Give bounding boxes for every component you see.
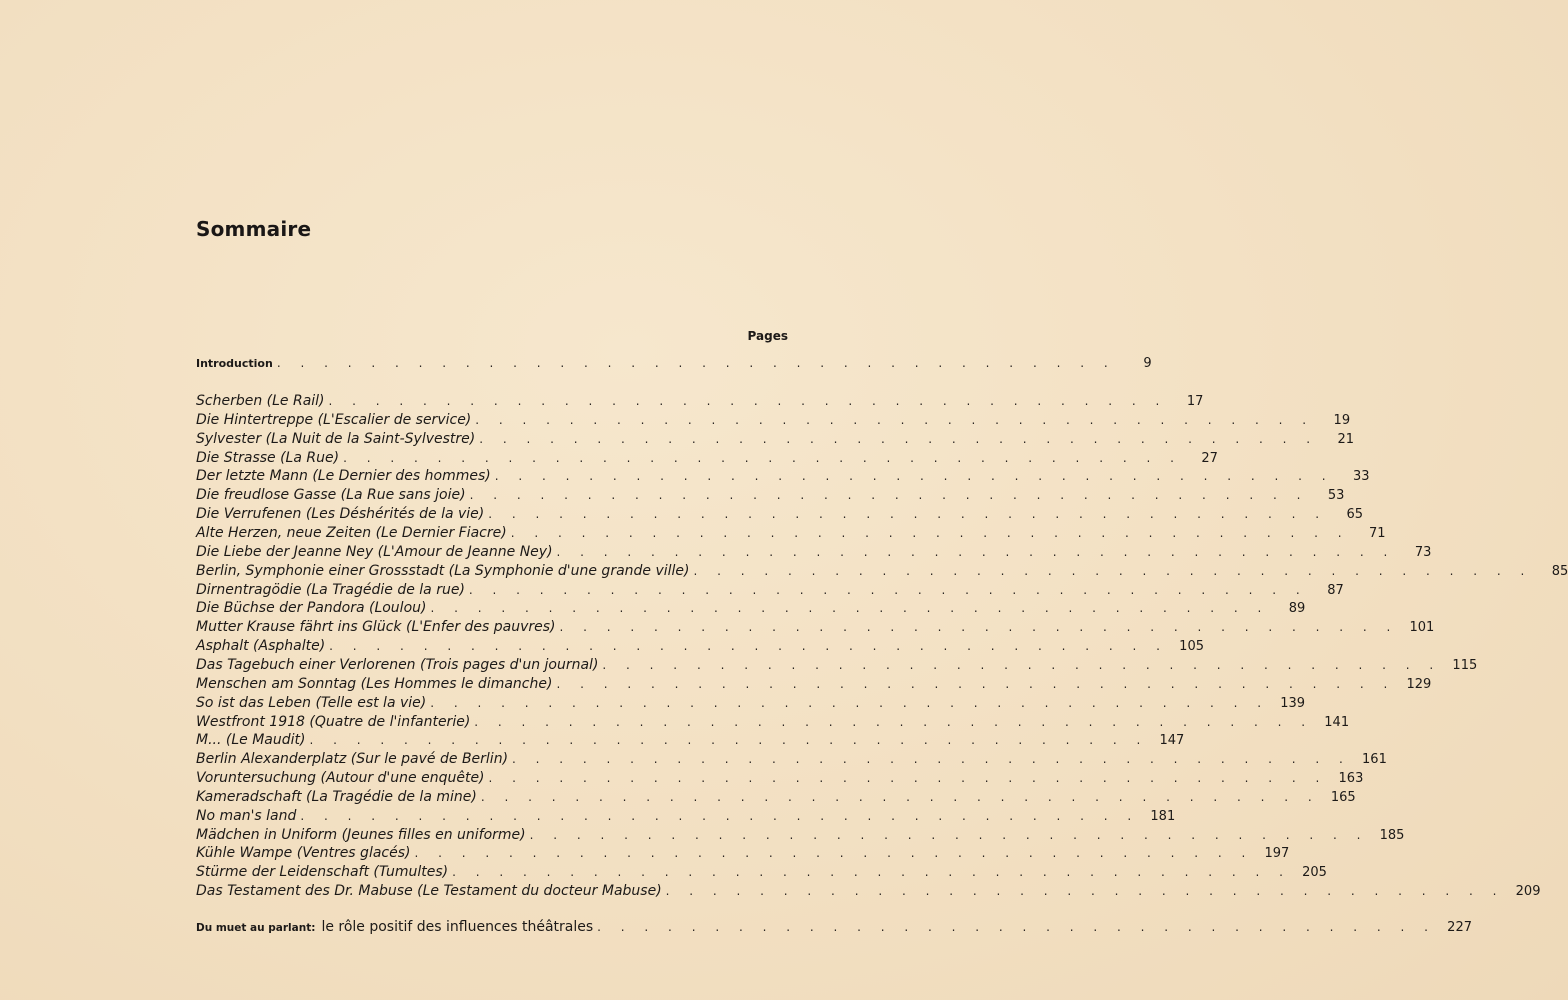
toc-entry[interactable] <box>196 525 1386 544</box>
toc-entry-page: 181 <box>1150 808 1176 824</box>
toc-entry-page: 27 <box>1201 450 1218 466</box>
toc-entry-label: Stürme der Leidenschaft (Tumultes) <box>196 864 449 881</box>
toc-entry-page: 71 <box>1368 526 1386 541</box>
toc-entry-page: 105 <box>1179 639 1204 654</box>
dot-leader: . . . . . . . . . . . . . . . . . . . . . . . . . . . . . . . . . . . . <box>693 563 1533 578</box>
toc-entry[interactable] <box>196 713 1350 733</box>
dot-leader: . . . . . . . . . . . . . . . . . . . . . . . . . . . . . . . . . . . . <box>602 657 1442 672</box>
dot-leader: . . . . . . . . . . . . . . . . . . . . . . . . . . . . . . . . . . . . <box>452 865 1291 880</box>
dot-leader: . . . . . . . . . . . . . . . . . . . . . . . . . . . . . . . . . . . . <box>665 884 1505 899</box>
dot-leader: . . . . . . . . . . . . . . . . . . . . . . . . . . . . . . . . . . . . <box>430 695 1270 710</box>
dot-leader: . . . . . . . . . . . . . . . . . . . . . . . . . . . . . . . . . . . . <box>559 620 1399 635</box>
toc-entry-label: Die freudlose Gasse (La Rue sans joie) <box>196 487 466 504</box>
toc-entry-page: 163 <box>1338 771 1364 786</box>
toc-entry-page: 139 <box>1280 695 1306 711</box>
toc-entry-page: 33 <box>1353 469 1370 485</box>
toc-entry-label: Asphalt (Asphalte) <box>196 638 326 654</box>
dot-leader: . . . . . . . . . . . . . . . . . . . . . . . . . . . . . . . . . . . . <box>480 789 1320 804</box>
toc-entry[interactable] <box>196 826 1405 846</box>
toc-entry[interactable] <box>196 430 1355 450</box>
dot-leader: . . . . . . . . . . . . . . . . . . . . . . . . . . . . . . . . . . . . <box>430 601 1270 616</box>
toc-entry[interactable] <box>196 751 1387 770</box>
toc-entry-page: 209 <box>1515 884 1541 900</box>
toc-entry-label: Die Hintertreppe (L'Escalier de service) <box>196 411 472 428</box>
toc-entry-introduction[interactable] <box>196 356 1152 375</box>
dot-leader: . . . . . . . . . . . . . . . . . . . . . . . . . . . . . . . . . . . . <box>529 827 1369 842</box>
toc-entry-page: 17 <box>1186 394 1204 409</box>
dot-leader: . . . . . . . . . . . . . . . . . . . . . . . . . . . . . . . . . . . . <box>469 488 1309 503</box>
toc-entry-label: Die Strasse (La Rue) <box>196 449 340 466</box>
dot-leader: . . . . . . . . . . . . . . . . . . . . . . . . . . . . . . . . . . . . <box>475 412 1315 427</box>
dot-leader: . . . . . . . . . . . . . . . . . . . . . . . . . . . . . . . . . . . . <box>556 544 1396 559</box>
toc-entry[interactable] <box>196 468 1370 487</box>
toc-entry-label: Die Büchse der Pandora (Loulou) <box>196 600 427 617</box>
toc-entry[interactable] <box>196 864 1327 883</box>
toc-entry-page: 21 <box>1337 431 1355 447</box>
toc-entry-label: Berlin, Symphonie einer Grossstadt (La Symphonie d'une grande ville) <box>196 562 690 579</box>
toc-entry-page: 53 <box>1327 488 1345 504</box>
toc-entry-page: 85 <box>1551 563 1568 579</box>
dot-leader: . . . . . . . . . . . . . . . . . . . . . . . . . . . . . . . . . . . . <box>468 582 1308 597</box>
dot-leader: . . . . . . . . . . . . . . . . . . . . . . . . . . . . . . . . . . . . <box>328 394 1168 408</box>
toc-entry-page: 161 <box>1362 752 1387 768</box>
toc-entry[interactable] <box>196 487 1345 506</box>
dot-leader: . . . . . . . . . . . . . . . . . . . . . . . . . . . . . . . . . . . . <box>329 639 1168 653</box>
toc-entry-page: 129 <box>1406 676 1432 692</box>
toc-entry-label: Introduction <box>196 357 273 370</box>
toc-entry-page: 147 <box>1159 733 1185 749</box>
toc-entry-label: Kameradschaft (La Tragédie de la mine) <box>196 788 477 805</box>
toc-entry-label: Dirnentragödie (La Tragédie de la rue) <box>196 581 465 598</box>
toc-entry[interactable] <box>196 788 1356 808</box>
toc-entry-final[interactable] <box>196 919 1472 938</box>
toc-entry-page: 101 <box>1409 620 1435 636</box>
toc-entry-label: Das Testament des Dr. Mabuse (Le Testament du docteur Mabuse) <box>196 883 662 900</box>
toc-entry-label: Menschen am Sonntag (Les Hommes le dimanche) <box>196 675 553 692</box>
toc-entry[interactable] <box>196 393 1204 412</box>
dot-leader: . . . . . . . . . . . . . . . . . . . . . . . . . . . . . . . . . . . . <box>597 920 1436 934</box>
toc-entry-page: 185 <box>1379 827 1405 843</box>
dot-leader: . . . . . . . . . . . . . . . . . . . . . . . . . . . . . . . . . . . . <box>556 676 1396 691</box>
toc-entry-page: 227 <box>1447 920 1472 935</box>
toc-entry[interactable] <box>196 581 1344 601</box>
toc-entry[interactable] <box>196 619 1435 638</box>
toc-entry[interactable] <box>196 732 1185 751</box>
toc-entry-label: Der letzte Mann (Le Dernier des hommes) <box>196 468 491 485</box>
toc-entry[interactable] <box>196 807 1176 827</box>
toc-entry-page: 205 <box>1302 865 1327 881</box>
dot-leader: . . . . . . . . . . . . . . . . . . . . . . . . . . . . . . . . . . . . <box>414 846 1254 861</box>
toc-entry-page: 9 <box>1143 356 1152 371</box>
dot-leader: . . . . . . . . . . . . . . . . . . . . . . . . . . . . . . . . . . . . <box>343 450 1182 465</box>
toc-entry-page: 65 <box>1346 507 1364 523</box>
toc-entry-label: Das Tagebuch einer Verlorenen (Trois pages d'un journal) <box>196 656 599 673</box>
dot-leader: . . . . . . . . . . . . . . . . . . . . . . . . . . . . . . . . . . . . <box>276 356 1116 370</box>
toc-entry-page: 165 <box>1330 789 1356 805</box>
toc-entry-label: Mutter Krause fährt ins Glück (L'Enfer des pauvres) <box>196 619 556 636</box>
toc-entry-label: Mädchen in Uniform (Jeunes filles en uniforme) <box>196 826 526 843</box>
toc-entry-page: 141 <box>1324 714 1350 730</box>
toc-entry-label: le rôle positif des influences théâtrales <box>321 919 594 935</box>
toc-entry[interactable] <box>196 411 1351 431</box>
dot-leader: . . . . . . . . . . . . . . . . . . . . . . . . . . . . . . . . . . . . <box>309 733 1149 748</box>
toc-entry-page: 73 <box>1414 544 1432 560</box>
toc-entry-section-label: Du muet au parlant: <box>196 922 316 934</box>
dot-leader: . . . . . . . . . . . . . . . . . . . . . . . . . . . . . . . . . . . . <box>300 808 1140 823</box>
toc-entry-label: Alte Herzen, neue Zeiten (Le Dernier Fiacre) <box>196 525 507 541</box>
toc-entry[interactable] <box>196 883 1541 902</box>
toc-entry[interactable] <box>196 694 1306 714</box>
toc-entry-label: M... (Le Maudit) <box>196 732 306 749</box>
dot-leader: . . . . . . . . . . . . . . . . . . . . . . . . . . . . . . . . . . . . <box>512 752 1351 767</box>
toc-entry-page: 89 <box>1288 601 1306 617</box>
toc-entry-page: 115 <box>1452 657 1478 673</box>
toc-entry[interactable] <box>196 638 1204 657</box>
dot-leader: . . . . . . . . . . . . . . . . . . . . . . . . . . . . . . . . . . . . <box>488 771 1328 785</box>
page-title: Sommaire <box>196 217 312 241</box>
dot-leader: . . . . . . . . . . . . . . . . . . . . . . . . . . . . . . . . . . . . <box>479 431 1319 446</box>
dot-leader: . . . . . . . . . . . . . . . . . . . . . . . . . . . . . . . . . . . . <box>474 714 1314 729</box>
toc-entry-label: Die Liebe der Jeanne Ney (L'Amour de Jeanne Ney) <box>196 543 553 560</box>
toc-entry[interactable] <box>196 600 1306 619</box>
toc-entry-label: Kühle Wampe (Ventres glacés) <box>196 845 411 862</box>
toc-entry[interactable] <box>196 543 1432 563</box>
toc-entry[interactable] <box>196 770 1364 789</box>
toc-entry[interactable] <box>196 675 1432 695</box>
toc-entry[interactable] <box>196 562 1568 582</box>
toc-entry-label: Westfront 1918 (Quatre de l'infanterie) <box>196 713 471 730</box>
toc-entry[interactable] <box>196 656 1478 676</box>
dot-leader: . . . . . . . . . . . . . . . . . . . . . . . . . . . . . . . . . . . . <box>488 507 1328 522</box>
dot-leader: . . . . . . . . . . . . . . . . . . . . . . . . . . . . . . . . . . . . <box>494 469 1334 484</box>
toc-entry[interactable] <box>196 845 1290 864</box>
toc-entry[interactable] <box>196 449 1218 469</box>
toc-entry-label: Berlin Alexanderplatz (Sur le pavé de Berlin) <box>196 751 509 768</box>
toc-entry-page: 87 <box>1327 582 1344 598</box>
toc-entry-label: So ist das Leben (Telle est la vie) <box>196 694 427 711</box>
toc-entry[interactable] <box>196 506 1364 525</box>
toc-entry-label: No man's land <box>196 807 297 824</box>
toc-entry-label: Scherben (Le Rail) <box>196 393 325 409</box>
dot-leader: . . . . . . . . . . . . . . . . . . . . . . . . . . . . . . . . . . . . <box>510 526 1350 540</box>
toc-entry-page: 19 <box>1333 412 1351 428</box>
toc-entry-label: Die Verrufenen (Les Déshérités de la vie) <box>196 506 485 523</box>
toc-entry-label: Sylvester (La Nuit de la Saint-Sylvestre) <box>196 430 476 447</box>
toc-entry-label: Voruntersuchung (Autour d'une enquête) <box>196 770 485 786</box>
toc-entry-page: 197 <box>1264 846 1290 862</box>
pages-column-header: Pages <box>747 329 788 343</box>
